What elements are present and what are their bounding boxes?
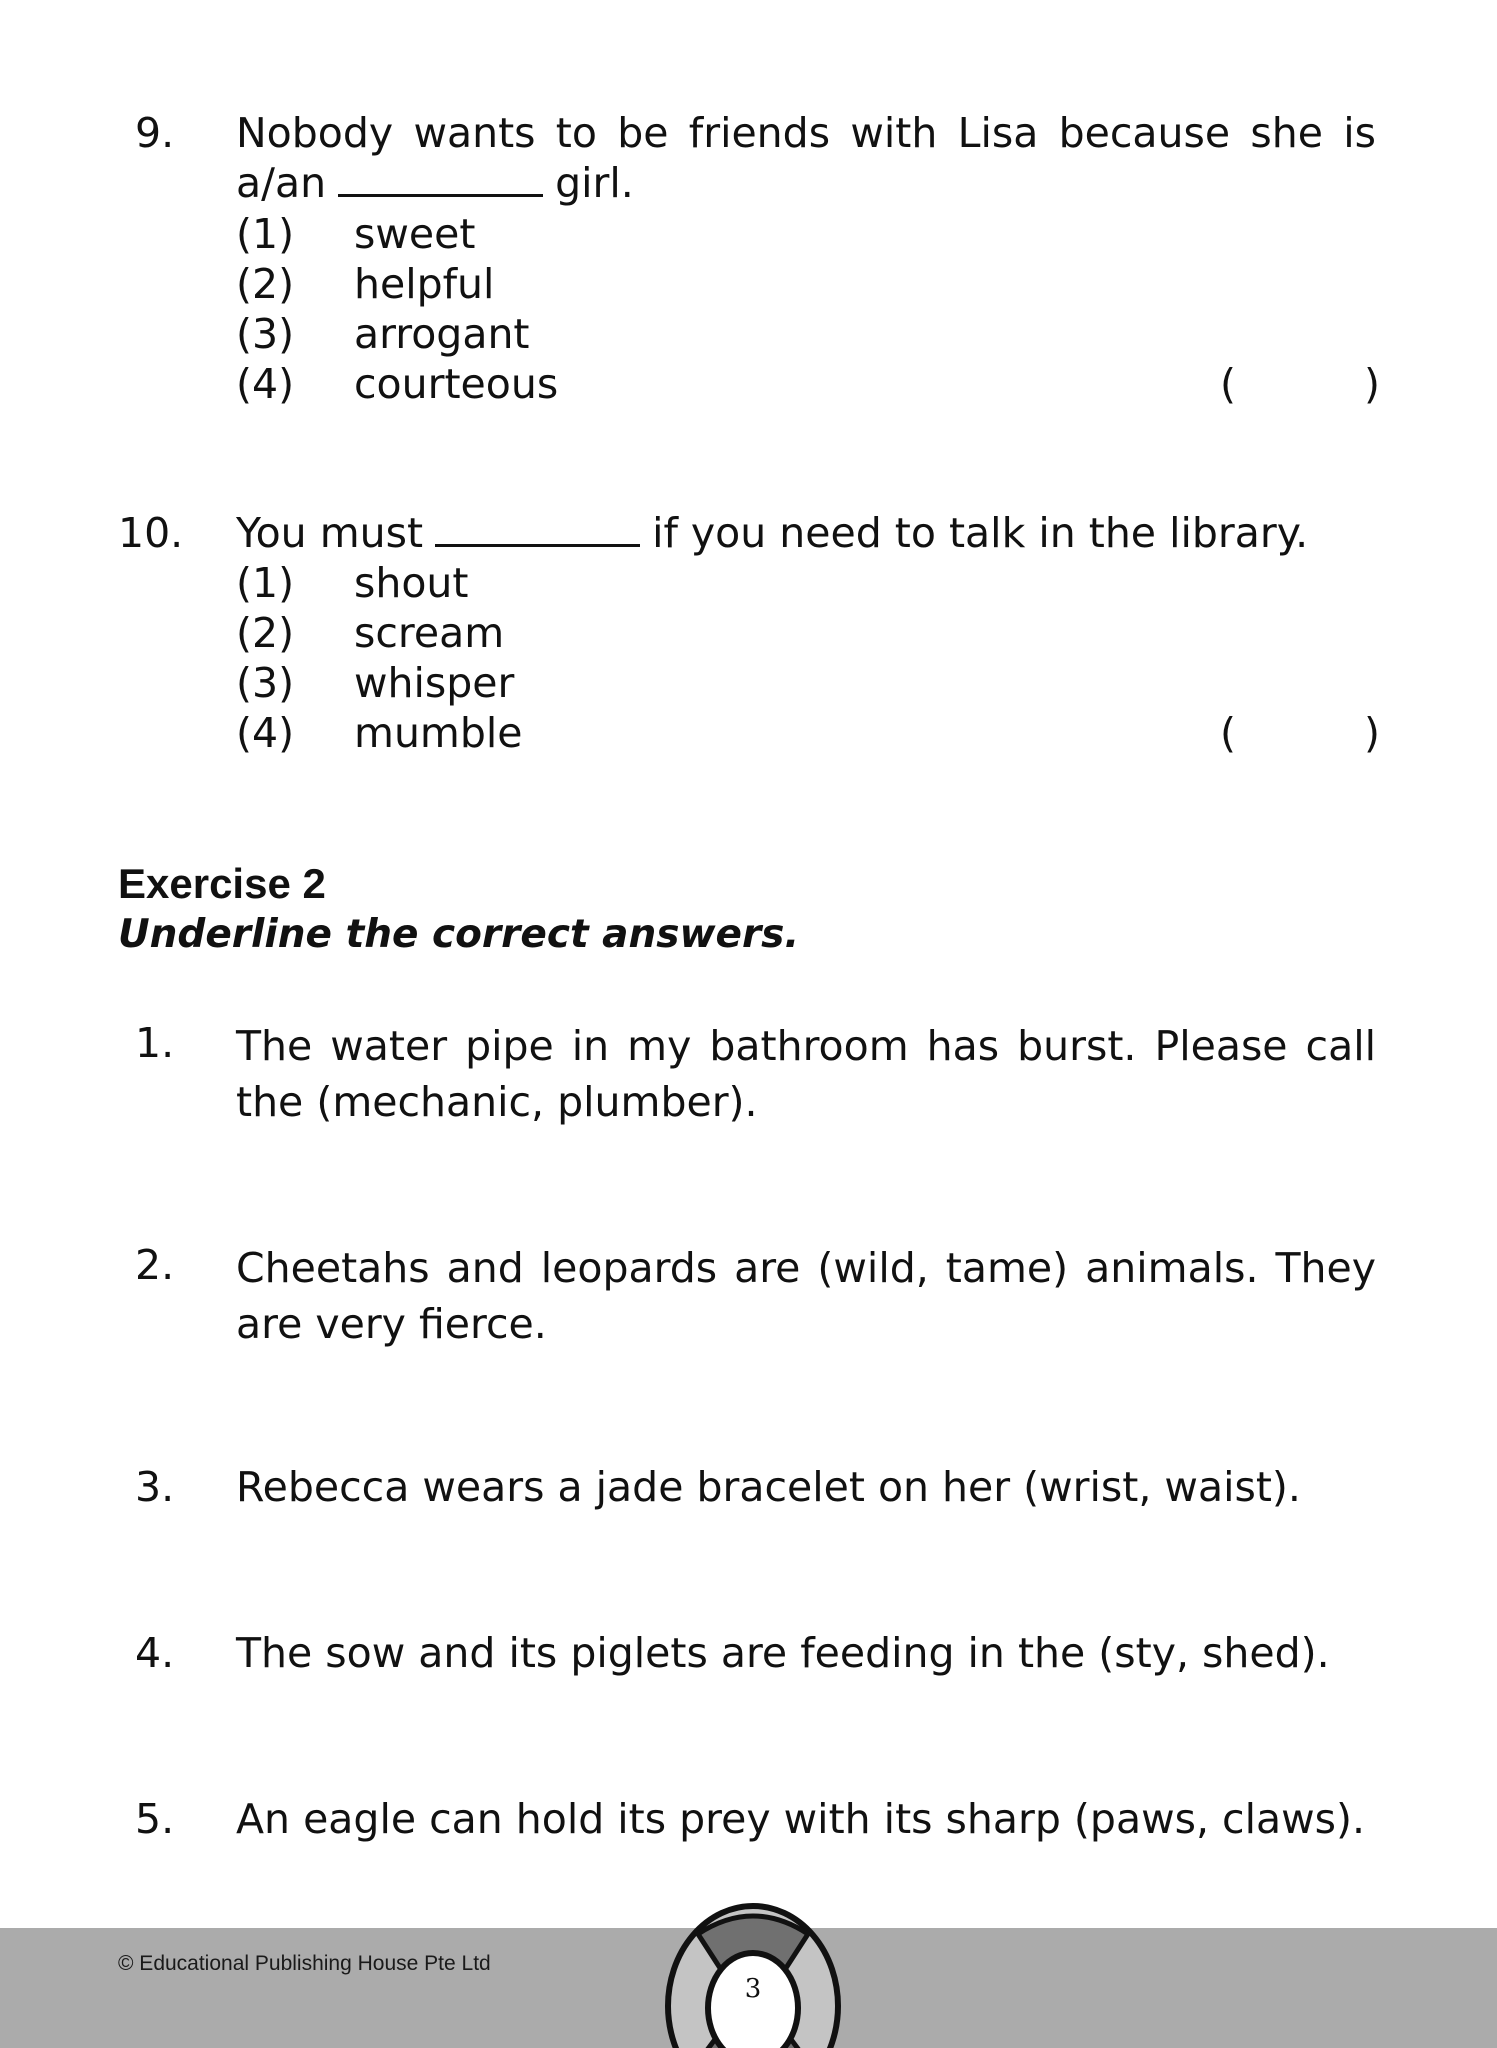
question-text[interactable]: Cheetahs and leopards are (wild, tame) animals. They are very fierce. — [236, 1244, 1376, 1348]
question-stem: You must if you need to talk in the library. — [236, 509, 1309, 557]
question-number: 1. — [135, 1019, 175, 1067]
question-number: 10. — [118, 509, 184, 557]
answer-blank — [435, 510, 640, 547]
exercise-title: Exercise 2 — [118, 860, 326, 907]
question-stem: Nobody wants to be friends with Lisa because she is a/an girl. — [236, 109, 1376, 207]
exercise-instruction: Underline the correct answers. — [118, 912, 800, 957]
question-number: 3. — [135, 1463, 175, 1511]
question-text[interactable]: The water pipe in my bathroom has burst. Please call the (mechanic, plumber). — [236, 1022, 1376, 1126]
copyright-text: © Educational Publishing House Pte Ltd — [118, 1952, 491, 1975]
question-number: 4. — [135, 1629, 175, 1677]
lifebuoy-icon — [660, 1898, 846, 2048]
question-number: 5. — [135, 1795, 175, 1843]
answer-blank — [338, 160, 543, 197]
page-number: 3 — [744, 1974, 762, 2004]
question-text[interactable]: An eagle can hold its prey with its sharp (paws, claws). — [236, 1795, 1366, 1843]
question-text[interactable]: The sow and its piglets are feeding in the (sty, shed). — [236, 1629, 1330, 1677]
question-text[interactable]: Rebecca wears a jade bracelet on her (wrist, waist). — [236, 1463, 1301, 1511]
question-number: 2. — [135, 1241, 175, 1289]
question-number: 9. — [135, 109, 175, 157]
